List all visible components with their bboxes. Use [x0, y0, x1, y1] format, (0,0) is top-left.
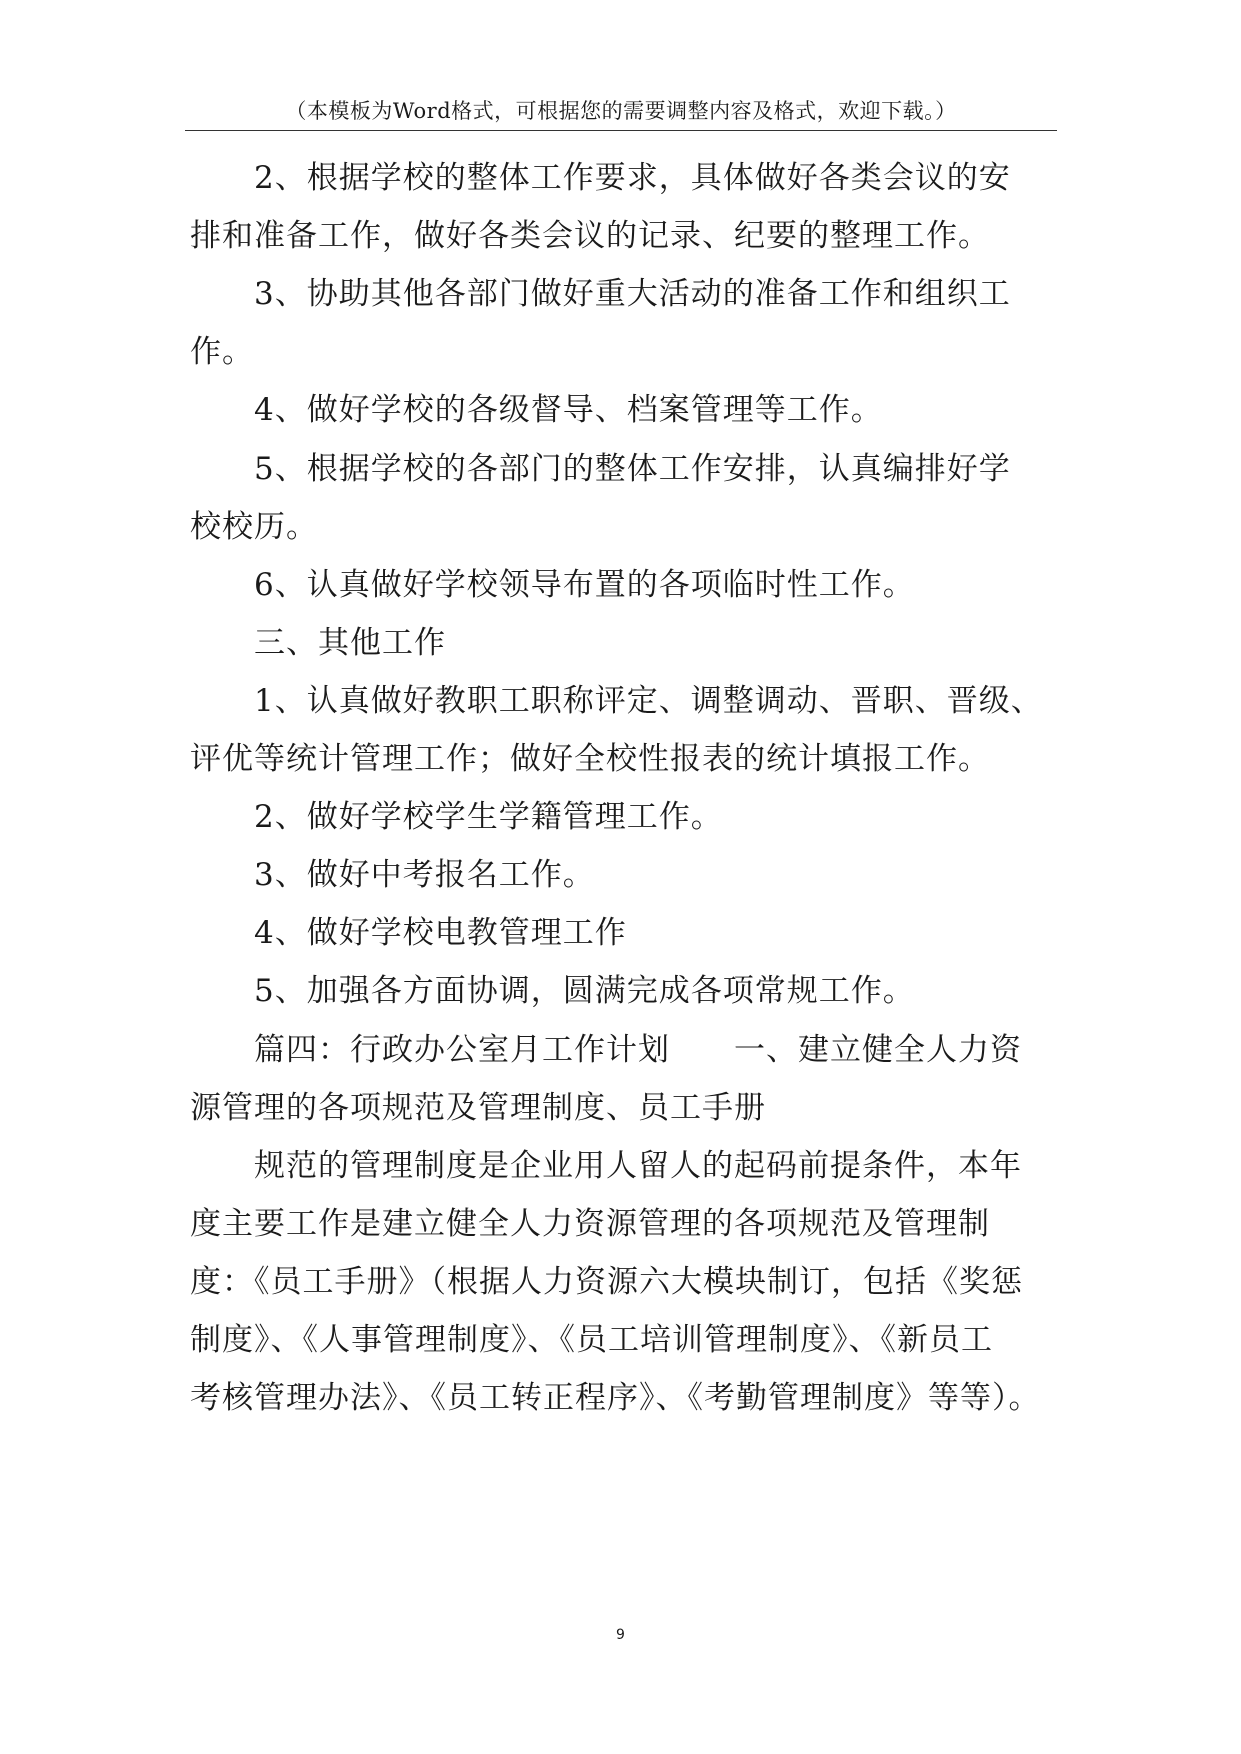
text-line: 三、其他工作: [254, 624, 446, 661]
text-line: 3、做好中考报名工作。: [254, 857, 595, 894]
text-line: 3、协助其他各部门做好重大活动的准备工作和组织工: [254, 276, 1011, 313]
text-line: 5、根据学校的各部门的整体工作安排，认真编排好学: [254, 450, 1011, 487]
text-line: 4、做好学校电教管理工作: [254, 915, 627, 952]
text-line: 源管理的各项规范及管理制度、员工手册: [190, 1089, 766, 1126]
text-line: 6、认真做好学校领导布置的各项临时性工作。: [254, 566, 915, 603]
text-line: 篇四：行政办公室月工作计划 一、建立健全人力资: [254, 1031, 1022, 1068]
text-line: 校校历。: [190, 508, 318, 545]
text-line: 规范的管理制度是企业用人留人的起码前提条件，本年: [254, 1147, 1022, 1184]
text-line: 2、做好学校学生学籍管理工作。: [254, 799, 723, 836]
text-line: 4、做好学校的各级督导、档案管理等工作。: [254, 392, 883, 429]
text-line: 2、根据学校的整体工作要求，具体做好各类会议的安: [254, 160, 1011, 196]
page-number: 9: [616, 1627, 625, 1643]
text-line: 5、加强各方面协调，圆满完成各项常规工作。: [254, 973, 915, 1010]
text-line: 评优等统计管理工作；做好全校性报表的统计填报工作。: [190, 741, 990, 777]
text-line: 度主要工作是建立健全人力资源管理的各项规范及管理制: [190, 1205, 990, 1242]
text-line: 度：《员工手册》（根据人力资源六大模块制订，包括《奖惩: [190, 1263, 1023, 1300]
text-line: 制度》、《人事管理制度》、《员工培训管理制度》、《新员工: [190, 1322, 993, 1358]
text-line: 1、认真做好教职工职称评定、调整调动、晋职、晋级、: [254, 682, 1043, 719]
text-line: 作。: [190, 334, 254, 371]
template-note: （本模板为Word格式，可根据您的需要调整内容及格式，欢迎下载。）: [285, 99, 957, 123]
text-line: 考核管理办法》、《员工转正程序》、《考勤管理制度》等等）。: [190, 1380, 1041, 1417]
header-divider: [185, 130, 1057, 131]
text-line: 排和准备工作，做好各类会议的记录、纪要的整理工作。: [190, 218, 990, 255]
